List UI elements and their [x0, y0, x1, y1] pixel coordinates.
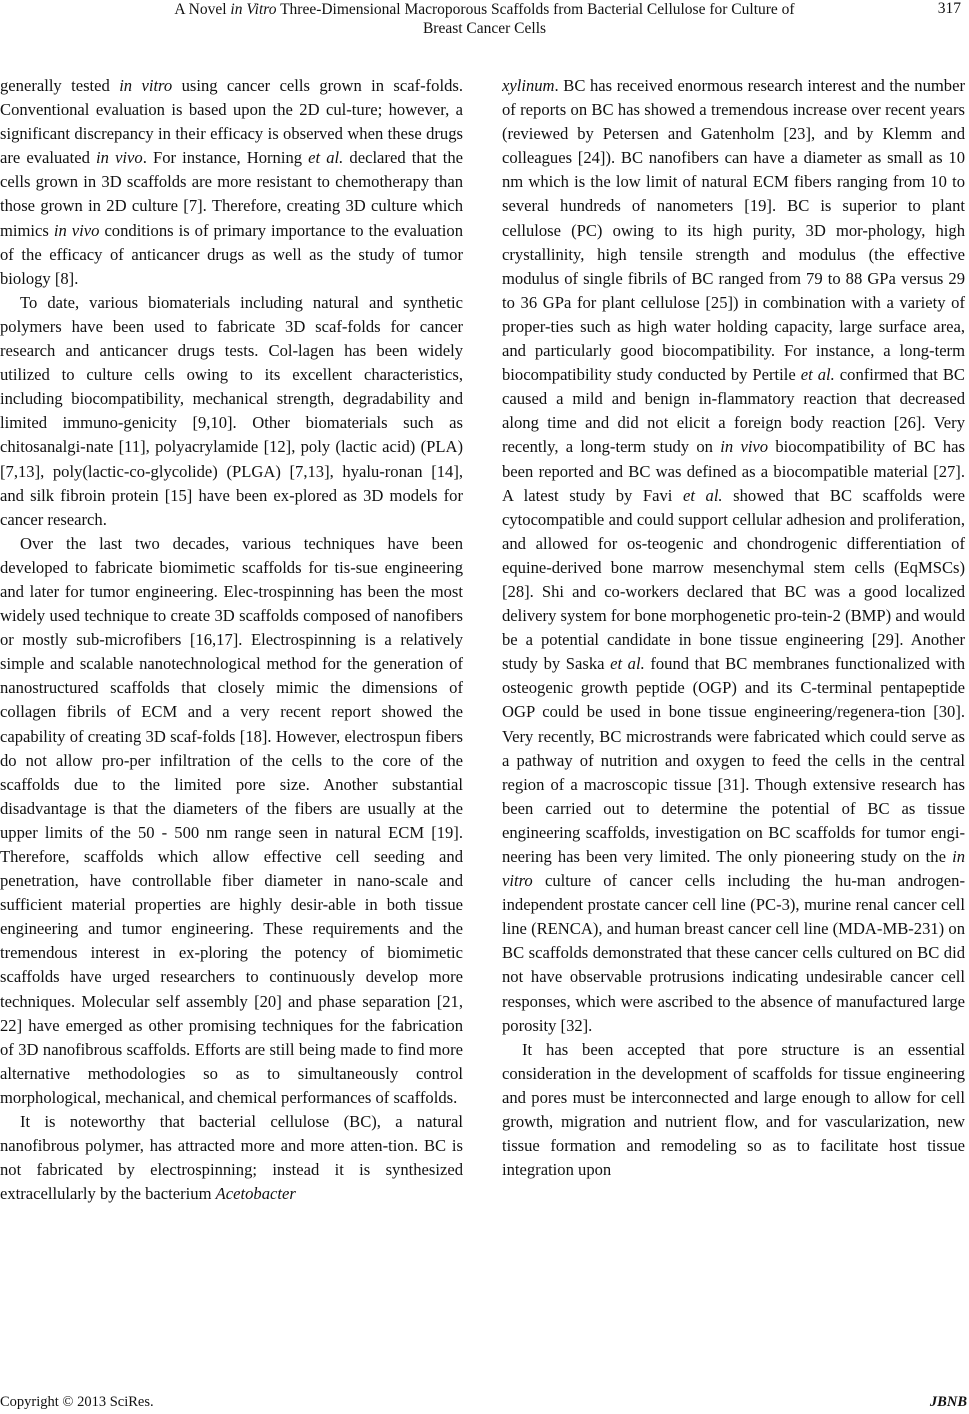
paragraph — [0, 1110, 463, 1206]
italic-text-run: et al. — [682, 485, 723, 505]
text-run: biocompatibility of BC has been reported and BC was defined as a biocompatible material [27]. A latest study by Favi — [502, 437, 965, 505]
paragraph — [502, 74, 965, 1038]
paragraph — [0, 532, 463, 1110]
italic-text-run: in vitro — [502, 847, 965, 891]
paragraph — [0, 291, 463, 532]
paragraph — [502, 1038, 965, 1183]
page-number: 317 — [937, 0, 961, 17]
italic-text-run: in vivo — [53, 220, 100, 240]
text-run: found that BC membranes functionalized with osteogenic growth peptide (OGP) and its C-terminal pentapeptide OGP could be used in bone tissue engineering/regenera-tion [30]. Very recently, BC microstrands were fabricated which could serve as a pathway of nutrition and oxygen to feed the cells in the central region of a macroscopic tissue [31]. Though extensive research has been carried out to determine the potential of BC as tissue engineering scaffolds, investigation on BC scaffolds for tumor engi-neering has been very limited. The only pioneering study on the — [502, 654, 965, 866]
left-column — [0, 74, 463, 1206]
running-head — [0, 0, 969, 38]
text-run: . For instance, Horning — [142, 148, 309, 168]
italic-text-run: in vivo — [96, 148, 143, 168]
text-run: using cancer cells grown in scaf-folds. Conventional evaluation is based upon the 2D cul-ture; however, a significant discrepancy in their efficacy is observed when these drugs are evaluated — [0, 76, 463, 168]
italic-text-run: et al. — [610, 654, 645, 674]
running-head-line-1: A Novel in Vitro Three-Dimensional Macroporous Scaffolds from Bacterial Cellulose for Culture of — [174, 1, 795, 18]
italic-text-run: xylinum — [502, 76, 555, 95]
italic-text-run: et al. — [308, 148, 344, 168]
italic-text-run: et al. — [800, 365, 835, 385]
journal-abbreviation: JBNB — [929, 1394, 967, 1410]
text-run: It is noteworthy that bacterial cellulose (BC), a natural nanofibrous polymer, has attracted more and more atten-tion. BC is not fabricated by electrospinning; instead it is synthesized extracellularly by the bacterium — [0, 1112, 463, 1204]
text-run: It has been accepted that pore structure is an essential consideration in the development of scaffolds for tissue engineering and pores must be interconnected and large enough to allow for cell growth, migration and nutrient flow, and for vascularization, new tissue formation and remodeling so as to facilitate host tissue integration upon — [502, 1039, 965, 1180]
text-run: . BC has received enormous research interest and the number of reports on BC has showed a tremendous increase over recent years (reviewed by Petersen and Gatenholm [23], and by Klemm and colleagues [24]). BC nanofibers can have a diameter as small as 10 nm which is the low limit of natural ECM fibers ranging from 10 to several hundreds of nanometers [19]. BC is superior to plant cellulose (PC) owing to its high purity, 3D mor-phology, high crystallinity, high tensile strength and modulus (the effective modulus of single fibrils of BC ranged from 79 to 88 GPa versus 29 to 36 GPa for plant cellulose [25]) in combination with a variety of proper-ties such as high water holding capacity, large surface area, and particularly good biocompatibility. For instance, a long-term biocompatibility study conducted by Pertile — [502, 76, 965, 385]
text-run: declared that the cells grown in 3D scaffolds are more resistant to chemotherapy than those grown in 2D culture [7]. Therefore, creating 3D culture which mimics — [0, 148, 463, 240]
text-run: showed that BC scaffolds were cytocompatible and could support cellular adhesion and proliferation, and allowed for os-teogenic and chondrogenic differentiation of equine-derived bone marrow mesenchymal stem cells (EqMSCs) [28]. Shi and co-workers declared that BC was a good localized delivery system for bone morphogenetic pro-tein-2 (BMP) and would be a potential candidate in bone tissue engineering [29]. Another study by Saska — [502, 485, 965, 674]
text-run: To date, various biomaterials including natural and synthetic polymers have been used to fabricate 3D scaf-folds for cancer research and anticancer drugs tests. Col-lagen has been widely utilized to culture cells owing to its excellent characteristics, including biocompatibility, mechanical strength, degradability and limited immuno-genicity [9,10]. Other biomaterials such as chitosanalgi-nate [11], polyacrylamide [12], poly (lactic acid) (PLA) [7,13], poly(lactic-co-glycolide) (PLGA) [7,13], hyalu-ronan [14], and silk fibroin protein [15] have been ex-plored as 3D models for cancer research. — [0, 292, 463, 529]
copyright-notice: Copyright © 2013 SciRes. — [0, 1394, 154, 1410]
italic-text-run: in vitro — [119, 76, 173, 95]
right-column — [502, 74, 965, 1182]
italic-text-run: Acetobacter — [215, 1184, 296, 1204]
text-run: confirmed that BC caused a mild and benign in-flammatory reaction that decreased along time and did not elicit a foreign body reaction [26]. Very recently, a long-term study on — [502, 365, 965, 457]
text-run: generally tested — [0, 76, 120, 95]
page-footer — [0, 1394, 969, 1414]
paragraph — [0, 74, 463, 291]
italic-text-run: in vivo — [720, 437, 769, 457]
text-run: Over the last two decades, various techniques have been developed to fabricate biomimetic scaffolds for tis-sue engineering and later for tumor engineering. Elec-trospinning has been the most widely used technique to create 3D scaffolds composed of nanofibers or mostly sub-microfibers [16,17]. Electrospinning is a relatively simple and scalable nanotechnological method for the generation of nanostructured scaffolds that closely mimic the dimensions of collagen fibrils of ECM and a very recent report showed the capability of creating 3D scaf-folds [18]. However, electrospun fibers do not allow pro-per infiltration of the cells to the core of the scaffolds due to the limited pore size. Another substantial disadvantage is that the diameters of the fibers are usually at the upper limits of the 50 - 500 nm range seen in natural ECM [19]. Therefore, scaffolds which allow effective cell seeding and penetration, have controllable fiber diameter in nano-scale and sufficient material properties are highly desir-able in both tissue engineering and tumor engineering. These requirements and the tremendous interest in ex-ploring the potency of biomimetic scaffolds have urged researchers to continuously develop more techniques. Molecular self assembly [20] and phase separation [21, 22] have emerged as other promising techniques for the fabrication of 3D nanofibrous scaffolds. Efforts are still being made to find more alternative methodologies so as to simultaneously control morphological, mechanical, and chemical performances of scaffolds. — [0, 533, 463, 1107]
text-run: culture of cancer cells including the hu-man androgen-independent prostate cancer cell line (PC-3), murine renal cancer cell line (RENCA), and human breast cancer cell line (MDA-MB-231) on BC scaffolds demonstrated that these cancer cells cultured on BC did not have observable protrusions indicating undesirable cancer cell responses, which were ascribed to the absence of manufactured large porosity [32]. — [502, 871, 965, 1035]
text-run: conditions is of primary importance to the evaluation of the efficacy of anticancer drugs as well as the study of tumor biology [8]. — [0, 220, 463, 288]
running-head-line-2: Breast Cancer Cells — [422, 20, 547, 37]
